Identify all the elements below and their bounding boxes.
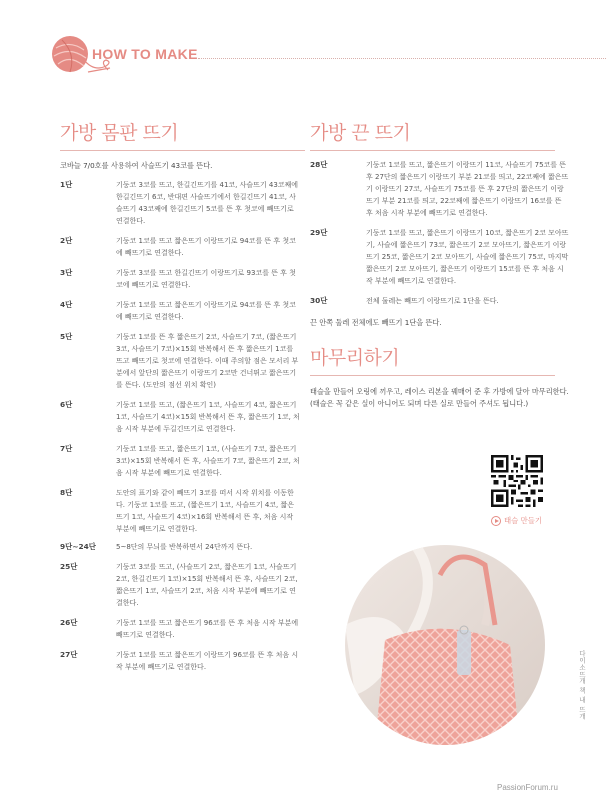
step-text: 기둥코 3코를 뜨고, (사슬뜨기 2코, 짧은뜨기 1코, 사슬뜨기 2코, 한길긴뜨기 1코)×15회 반복해서 뜬 후, 사슬뜨기 2코, 짧은뜨기 1코, 사슬뜨기 2코, 처음 시작 부분에 빼뜨기로 연결한다. — [116, 563, 298, 607]
section-title-handle: 가방 끈 뜨기 — [310, 122, 411, 144]
section-header — [48, 30, 607, 80]
step-row — [60, 399, 300, 435]
dotted-divider — [198, 58, 607, 59]
title-rule — [60, 150, 305, 151]
step-row — [60, 235, 300, 259]
step-row — [310, 159, 570, 219]
step-label: 2단 — [60, 236, 73, 245]
crochet-bag-photo — [345, 545, 545, 745]
step-text: 기둥코 1코를 뜨고, 짧은뜨기 이랑뜨기 11코, 사슬뜨기 75코를 뜬 후 27단의 짧은뜨기 이랑뜨기 부분 21코를 띄고, 22코째에 짧은뜨기 이랑뜨기 27코, 사슬뜨기 75코를 뜬 후 27단의 짧은뜨기 이랑뜨기 부분 21코를 띄고, 22코째에 짧은뜨기 이랑뜨기 16코를 뜬 후 처음 시작 부분에 빼뜨기로 연결한다. — [366, 161, 569, 217]
how-to-make-label: HOW TO MAKE — [92, 46, 198, 62]
section-title-body: 가방 몸판 뜨기 — [60, 122, 179, 144]
step-text: 기둥코 1코를 뜨고 짧은뜨기 이랑뜨기 96코를 뜬 후 처음 시작 부분에 빼뜨기로 연결한다. — [116, 651, 299, 671]
step-label: 30단 — [310, 296, 328, 305]
step-label: 25단 — [60, 562, 78, 571]
step-row — [60, 179, 300, 227]
step-text: 기둥코 1코를 뜨고 짧은뜨기 이랑뜨기로 94코를 뜬 후 첫코에 빼뜨기로 연결한다. — [116, 301, 296, 321]
bag-body-section — [60, 118, 300, 673]
step-row — [60, 561, 300, 609]
step-label: 28단 — [310, 160, 328, 169]
qr-code-icon[interactable] — [491, 455, 543, 507]
play-icon — [491, 516, 501, 526]
step-label: 4단 — [60, 300, 73, 309]
step-row — [60, 487, 300, 535]
step-row — [60, 443, 300, 479]
step-row — [310, 295, 570, 307]
side-publication-text: 다이소뜨개 책 내 뜨개 — [578, 650, 586, 720]
step-label: 9단~24단 — [60, 542, 96, 551]
qr-label-text: 태슬 만들기 — [504, 516, 543, 525]
step-row — [60, 649, 300, 673]
step-text: 기둥코 1코를 뜨고, 짧은뜨기 이랑뜨기 10코, 짧은뜨기 2코 모아뜨기, 사슬에 짧은뜨기 73코, 짧은뜨기 2코 모아뜨기, 짧은뜨기 이랑뜨기 25코, 짧은뜨기 2코 모아뜨기, 사슬에 짧은뜨기 75코, 마지막 짧은뜨기 2코 모아뜨기, 짧은뜨기 이랑뜨기 15코를 뜬 후 처음 시작 부분에 빼뜨기로 연결한다. — [366, 229, 569, 285]
title-rule — [310, 375, 555, 376]
step-label: 29단 — [310, 228, 328, 237]
step-text: 기둥코 1코를 뜨고, 짧은뜨기 1코, (사슬뜨기 7코, 짧은뜨기 3코)×15회 반복해서 뜬 후, 사슬뜨기 7코, 짧은뜨기 2코, 처음 시작 부분에 빼뜨기로 연결한다. — [116, 445, 300, 477]
step-text: 기둥코 1코를 뜨고 짧은뜨기 이랑뜨기로 94코를 뜬 후 첫코에 빼뜨기로 연결한다. — [116, 237, 296, 257]
step-label: 8단 — [60, 488, 73, 497]
watermark: PassionForum.ru — [497, 783, 558, 792]
finish-text: 태슬을 만들어 오링에 끼우고, 레이스 리본을 꿰매어 준 후 가방에 달아 마무리한다. (태슬은 꼭 같은 실이 아니어도 되며 다른 실로 만들어 주셔도 됩니다.) — [310, 387, 569, 408]
step-label: 26단 — [60, 618, 78, 627]
step-text: 기둥코 1코를 뜨고 짧은뜨기 96코를 뜬 후 처음 시작 부분에 빼뜨기로 연결한다. — [116, 619, 299, 639]
step-label: 6단 — [60, 400, 73, 409]
step-row — [60, 331, 300, 391]
step-row — [60, 299, 300, 323]
finish-section — [310, 343, 570, 410]
step-text: 기둥코 3코를 뜨고 한길긴뜨기 이랑뜨기로 93코를 뜬 후 첫코에 빼뜨기로 연결한다. — [116, 269, 296, 289]
step-row — [60, 267, 300, 291]
intro-text: 코바늘 7/0호를 사용하여 사슬뜨기 43코를 뜬다. — [60, 161, 213, 170]
step-text: 기둥코 1코를 뜨고, (짧은뜨기 1코, 사슬뜨기 4코, 짧은뜨기 1코, 사슬뜨기 4코)×15회 반복해서 뜬 후, 짧은뜨기 1코, 처음 시작 부분에 두길긴뜨기로 연결한다. — [116, 401, 300, 433]
title-rule — [310, 150, 555, 151]
step-label: 3단 — [60, 268, 73, 277]
step-row — [60, 617, 300, 641]
step-row — [60, 541, 300, 553]
handle-note: 끈 안쪽 둘레 전체에도 빼뜨기 1단을 뜬다. — [310, 318, 442, 327]
step-text: 5~8단의 무늬를 반복하면서 24단까지 뜬다. — [116, 543, 253, 551]
tassel-video-link[interactable] — [491, 515, 542, 526]
step-label: 7단 — [60, 444, 73, 453]
bag-handle-section — [310, 118, 570, 410]
step-text: 전체 둘레는 빼뜨기 이랑뜨기로 1단을 뜬다. — [366, 297, 499, 305]
step-text: 도안의 표기와 같이 빼뜨기 3코를 떠서 시작 위치를 이동한다. 기둥코 1코를 뜨고, (짧은뜨기 1코, 사슬뜨기 4코, 짧은뜨기 1코, 사슬뜨기 4코)×16회 반복해서 뜬 후, 처음 시작 부분에 빼뜨기로 연결한다. — [116, 489, 295, 533]
step-text: 기둥코 1코를 뜬 후 짧은뜨기 2코, 사슬뜨기 7코, (짧은뜨기 3코, 사슬뜨기 7코)×15회 반복해서 뜬 후 짧은뜨기 1코를 뜨고 빼뜨기로 첫코에 연결한다. 이때 주의할 점은 모서리 부분에서 앞단의 짧은뜨기 이랑뜨기 2코만 건너뛰고 짧은뜨기를 뜬다. (도안의 점선 위치 확인) — [116, 333, 299, 389]
section-title-finish: 마무리하기 — [310, 347, 400, 369]
step-row — [310, 227, 570, 287]
step-label: 5단 — [60, 332, 73, 341]
step-text: 기둥코 3코를 뜨고, 한길긴뜨기를 41코, 사슬뜨기 43코째에 한길긴뜨기 6코, 반대편 사슬뜨기에서 한길긴뜨기 41코, 사슬뜨기 43코째에 한길긴뜨기 5코를 뜬 후 첫코에 빼뜨기로 연결한다. — [116, 181, 299, 225]
step-label: 1단 — [60, 180, 73, 189]
step-label: 27단 — [60, 650, 78, 659]
